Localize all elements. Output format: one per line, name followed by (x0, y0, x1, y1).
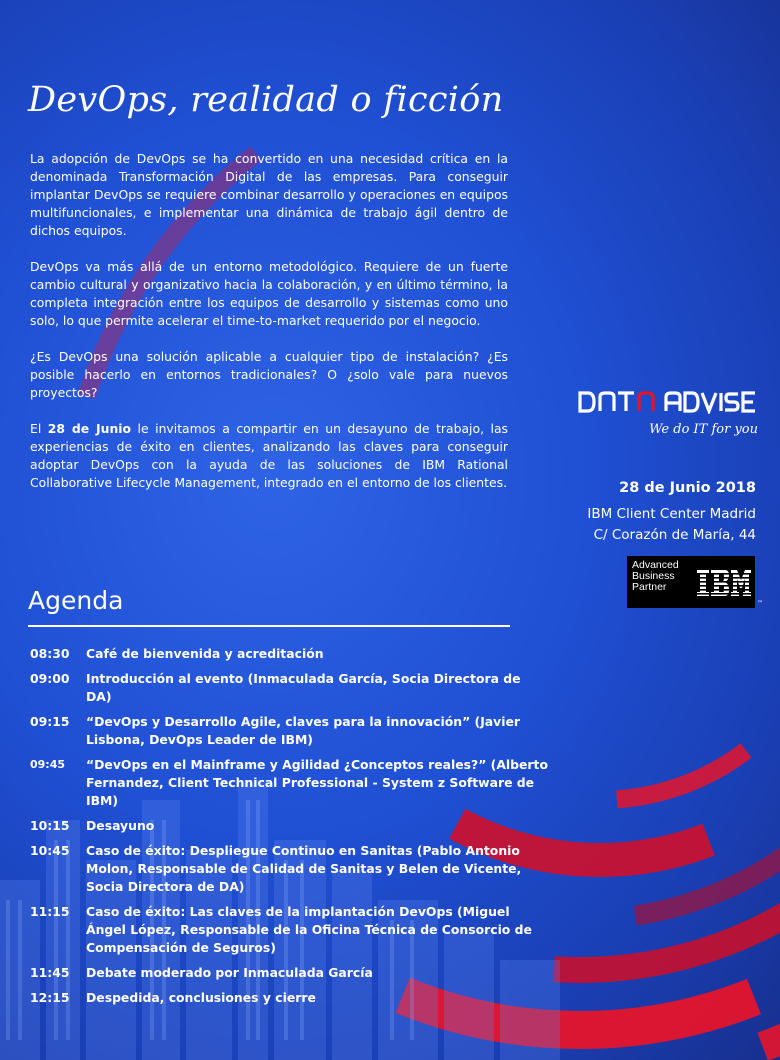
agenda-item (30, 670, 550, 706)
page-title: DevOps, realidad o ficción (28, 80, 504, 120)
agenda-time: 10:15 (30, 818, 70, 833)
agenda-item (30, 713, 550, 749)
agenda-time: 09:45 (30, 758, 66, 771)
event-address: C/ Corazón de María, 44 (593, 527, 756, 543)
agenda-item (30, 817, 550, 835)
agenda-description: “DevOps y Desarrollo Agile, claves para la innovación” (Javier Lisbona, DevOps Leader de IBM) (86, 714, 521, 747)
trademark-symbol: ™ (757, 600, 763, 607)
event-venue: IBM Client Center Madrid (587, 506, 756, 522)
invitation-date: 28 de Junio (47, 421, 132, 436)
agenda-item (30, 645, 550, 663)
invitation-text: El (30, 421, 48, 436)
badge-line: Business (632, 570, 675, 582)
logo-tagline: We do IT for you (649, 422, 758, 437)
agenda-description: Debate moderado por Inmaculada García (86, 965, 373, 980)
agenda-item (30, 964, 550, 982)
event-details (560, 478, 756, 546)
intro-paragraph: DevOps va más allá de un entorno metodológico. Requiere de un fuerte cambio cultural y organizativo hacia la colaboración, y en último término, la completa integración entre los equipos de desarrollo y sistemas como uno solo, lo que permite acelerar el time-to-market requerido por el negocio. (30, 259, 508, 328)
agenda-time: 10:45 (30, 843, 70, 858)
intro-text (30, 150, 508, 510)
data-adviser-logo (578, 390, 758, 437)
agenda-description: Café de bienvenida y acreditación (86, 646, 324, 661)
agenda-time: 08:30 (30, 646, 70, 661)
agenda-time: 11:45 (30, 965, 70, 980)
agenda-description: Despedida, conclusiones y cierre (86, 990, 316, 1005)
agenda-description: Caso de éxito: Despliegue Continuo en Sanitas (Pablo Antonio Molon, Responsable de Calidad de Sanitas y Belen de Vicente, Socia Directora de DA) (86, 843, 522, 894)
agenda-heading: Agenda (28, 586, 124, 615)
agenda-description: “DevOps en el Mainframe y Agilidad ¿Conceptos reales?” (Alberto Fernandez, Client Technical Professional - System z Software de IBM) (86, 757, 548, 808)
agenda-item (30, 989, 550, 1007)
intro-paragraph: ¿Es DevOps una solución aplicable a cualquier tipo de instalación? ¿Es posible hacerlo en entornos tradicionales? O ¿solo vale para nuevos proyectos? (30, 349, 508, 400)
agenda-description: Introducción al evento (Inmaculada García, Socia Directora de DA) (86, 671, 521, 704)
invitation-paragraph (30, 420, 508, 492)
ibm-partner-badge (627, 556, 755, 608)
agenda-time: 11:15 (30, 904, 70, 919)
agenda-item (30, 903, 550, 957)
agenda-time: 09:15 (30, 714, 70, 729)
agenda-list (30, 645, 550, 1014)
agenda-description: Desayuno (86, 818, 155, 833)
agenda-description: Caso de éxito: Las claves de la implantación DevOps (Miguel Ángel López, Responsable de la Oficina Técnica de Consorcio de Compensación de Seguros) (86, 904, 532, 955)
badge-line: Partner (632, 581, 667, 593)
agenda-divider (28, 625, 510, 627)
intro-paragraph: La adopción de DevOps se ha convertido en una necesidad crítica en la denominada Transformación Digital de las empresas. Para conseguir implantar DevOps se requiere combinar desarrollo y operaciones en equipos multifuncionales, e implementar una dinámica de trabajo ágil dentro de dichos equipos. (30, 151, 508, 238)
ibm-logo-icon (697, 570, 751, 596)
agenda-time: 12:15 (30, 990, 70, 1005)
agenda-time: 09:00 (30, 671, 70, 686)
invitation-text: le invitamos a compartir en un desayuno de trabajo, las experiencias de éxito en clientes, analizando las claves para conseguir adoptar DevOps con la ayuda de las soluciones de IBM Rational Collaborative Lifecycle Management, integrado en el entorno de los clientes. (30, 421, 509, 490)
badge-text (632, 560, 700, 593)
agenda-item (30, 842, 550, 896)
badge-line: Advanced (632, 559, 679, 571)
data-adviser-logo-icon (578, 390, 758, 414)
event-date: 28 de Junio 2018 (619, 480, 756, 496)
agenda-item (30, 756, 550, 810)
